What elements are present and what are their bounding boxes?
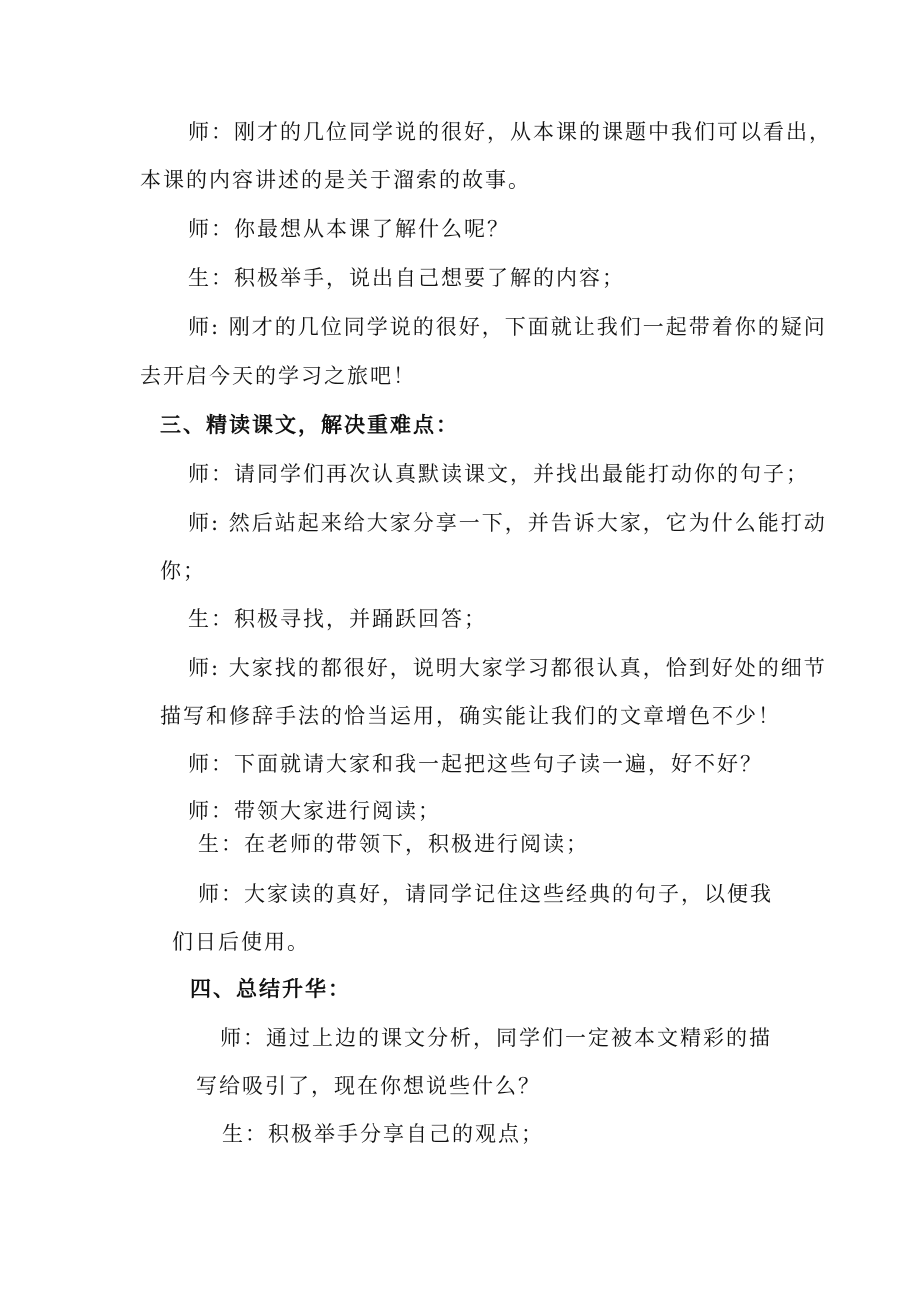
section-heading-4: 四、总结升华： [190, 977, 351, 1001]
paragraph-line-1: 师：刚才的几位同学说的很好，从本课的课题中我们可以看出， [188, 120, 832, 144]
paragraph-line-3: 师：你最想从本课了解什么呢？ [188, 217, 510, 241]
paragraph-line-9: 师: 然后站起来给大家分享一下，并告诉大家，它为什么能打动 [188, 511, 827, 535]
paragraph-line-17: 师：大家读的真好，请同学记住这些经典的句子，以便我 [198, 882, 773, 906]
paragraph-line-22: 生：积极举手分享自己的观点； [222, 1122, 544, 1146]
paragraph-line-20: 师：通过上边的课文分析，同学们一定被本文精彩的描 [220, 1026, 772, 1050]
paragraph-line-5: 师: 刚才的几位同学说的很好，下面就让我们一起带着你的疑问 [188, 315, 827, 339]
paragraph-line-11: 生：积极寻找，并踊跃回答； [188, 607, 487, 631]
paragraph-line-21: 写给吸引了，现在你想说些什么？ [196, 1074, 541, 1098]
paragraph-line-2: 本课的内容讲述的是关于溜索的故事。 [140, 168, 531, 192]
paragraph-line-13: 描写和修辞手法的恰当运用，确实能让我们的文章增色不少！ [160, 704, 781, 728]
paragraph-line-4: 生：积极举手，说出自己想要了解的内容； [188, 266, 625, 290]
paragraph-line-14: 师：下面就请大家和我一起把这些句子读一遍，好不好？ [188, 752, 763, 776]
paragraph-line-6: 去开启今天的学习之旅吧！ [140, 364, 416, 388]
paragraph-line-10: 你； [160, 559, 206, 583]
paragraph-line-12: 师: 大家找的都很好，说明大家学习都很认真，恰到好处的细节 [188, 656, 827, 680]
section-heading-3: 三、精读课文，解决重难点： [160, 413, 459, 437]
paragraph-line-18: 们日后使用。 [172, 930, 310, 954]
paragraph-line-8: 师：请同学们再次认真默读课文，并找出最能打动你的句子； [188, 462, 809, 486]
paragraph-line-16: 生：在老师的带领下，积极进行阅读； [198, 832, 589, 856]
paragraph-line-15: 师：带领大家进行阅读； [188, 799, 441, 823]
